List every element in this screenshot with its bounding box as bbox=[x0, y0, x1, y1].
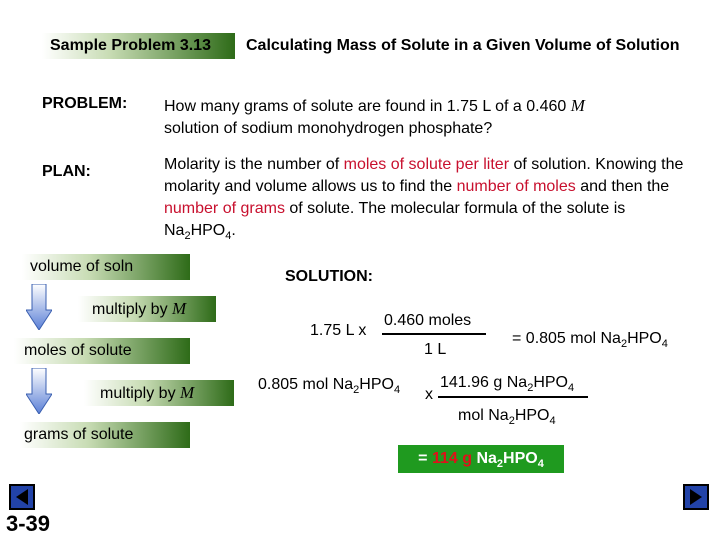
subscript: 4 bbox=[537, 458, 544, 470]
sample-problem-text: Sample Problem 3.13 bbox=[50, 37, 211, 54]
plan-text-part: of solute. The molecular formula of the solute is Na bbox=[164, 200, 626, 239]
subscript: 2 bbox=[496, 458, 504, 470]
subscript: 4 bbox=[567, 382, 575, 394]
problem-label: PROBLEM: bbox=[42, 95, 128, 112]
calc2-numerator bbox=[440, 374, 574, 392]
subscript: 4 bbox=[549, 415, 556, 427]
problem-text-line2: solution of sodium monohydrogen phosphate? bbox=[164, 120, 493, 137]
forward-button[interactable] bbox=[683, 484, 709, 510]
subscript: 2 bbox=[508, 415, 515, 427]
subscript: 2 bbox=[527, 382, 534, 394]
slide-number: 3-39 bbox=[6, 511, 51, 536]
molarity-unit: M bbox=[570, 96, 585, 115]
calc1-result-text: = 0.805 mol Na bbox=[512, 330, 621, 347]
flow-multiply-1-label: multiply by bbox=[92, 301, 173, 318]
down-arrow-icon bbox=[26, 284, 52, 330]
subscript: 2 bbox=[353, 384, 360, 396]
flow-multiply-2 bbox=[84, 380, 234, 406]
subscript: 2 bbox=[184, 230, 191, 242]
plan-text-part: HPO bbox=[190, 222, 226, 239]
plan-highlight: number of grams bbox=[164, 200, 285, 217]
fraction-bar bbox=[382, 333, 486, 335]
calc2-numerator-text: HPO bbox=[533, 374, 568, 391]
flow-step-volume bbox=[22, 254, 190, 280]
fraction-bar bbox=[438, 396, 588, 398]
calc2-denominator-text: HPO bbox=[514, 407, 550, 424]
plan-highlight: number of moles bbox=[456, 178, 576, 195]
calc1-result-text: HPO bbox=[627, 330, 662, 347]
calc2-left-text: 0.805 mol Na bbox=[258, 376, 354, 393]
molarity-unit: M bbox=[172, 299, 187, 318]
back-button[interactable] bbox=[9, 484, 35, 510]
flow-step-grams bbox=[20, 422, 190, 448]
flow-step-moles-label: moles of solute bbox=[24, 342, 132, 359]
calc1-result bbox=[512, 330, 668, 348]
plan-text-part: . bbox=[231, 222, 236, 239]
plan-text-part: Molarity is the number of bbox=[164, 156, 344, 173]
back-arrow-icon bbox=[11, 486, 33, 508]
final-answer-box bbox=[398, 445, 564, 473]
down-arrow-icon bbox=[26, 368, 52, 414]
plan-highlight: moles of solute per liter bbox=[343, 156, 510, 173]
calc1-numerator: 0.460 moles bbox=[384, 312, 472, 329]
calc1-denominator: 1 L bbox=[424, 341, 447, 358]
forward-arrow-icon bbox=[685, 486, 707, 508]
subscript: 4 bbox=[225, 230, 232, 242]
plan-label: PLAN: bbox=[42, 163, 91, 180]
flow-multiply-1 bbox=[78, 296, 216, 322]
plan-text-part: of solution. Knowing the molarity and volume allows us to find the bbox=[164, 156, 684, 195]
calc2-numerator-text: 141.96 g Na bbox=[440, 374, 528, 391]
problem-text bbox=[164, 95, 694, 140]
result-chemical: Na bbox=[472, 450, 497, 467]
plan-text-part: and then the bbox=[575, 178, 670, 195]
flow-step-grams-label: grams of solute bbox=[24, 426, 134, 443]
calc2-multiply-sign: x bbox=[425, 386, 433, 403]
solution-label: SOLUTION: bbox=[285, 268, 373, 285]
plan-text bbox=[164, 154, 689, 242]
flow-step-moles bbox=[14, 338, 190, 364]
flow-step-volume-label: volume of soln bbox=[30, 258, 134, 275]
molarity-unit: M bbox=[180, 383, 195, 402]
calc2-left bbox=[258, 376, 400, 394]
calc2-denominator bbox=[458, 407, 556, 425]
calc1-left: 1.75 L x bbox=[310, 322, 367, 339]
result-chemical: HPO bbox=[503, 450, 538, 467]
result-equals: = bbox=[418, 450, 432, 467]
sample-problem-label bbox=[42, 33, 235, 59]
subscript: 4 bbox=[393, 384, 401, 396]
result-value: 114 g bbox=[431, 450, 472, 467]
subscript: 2 bbox=[620, 338, 628, 350]
subscript: 4 bbox=[661, 338, 668, 350]
flow-multiply-2-label: multiply by bbox=[100, 385, 181, 402]
page-title: Calculating Mass of Solute in a Given Volume of Solution bbox=[246, 37, 680, 54]
calc2-denominator-text: mol Na bbox=[458, 407, 509, 424]
calc2-left-text: HPO bbox=[359, 376, 394, 393]
problem-text-line1: How many grams of solute are found in 1.75 L of a 0.460 bbox=[164, 98, 571, 115]
